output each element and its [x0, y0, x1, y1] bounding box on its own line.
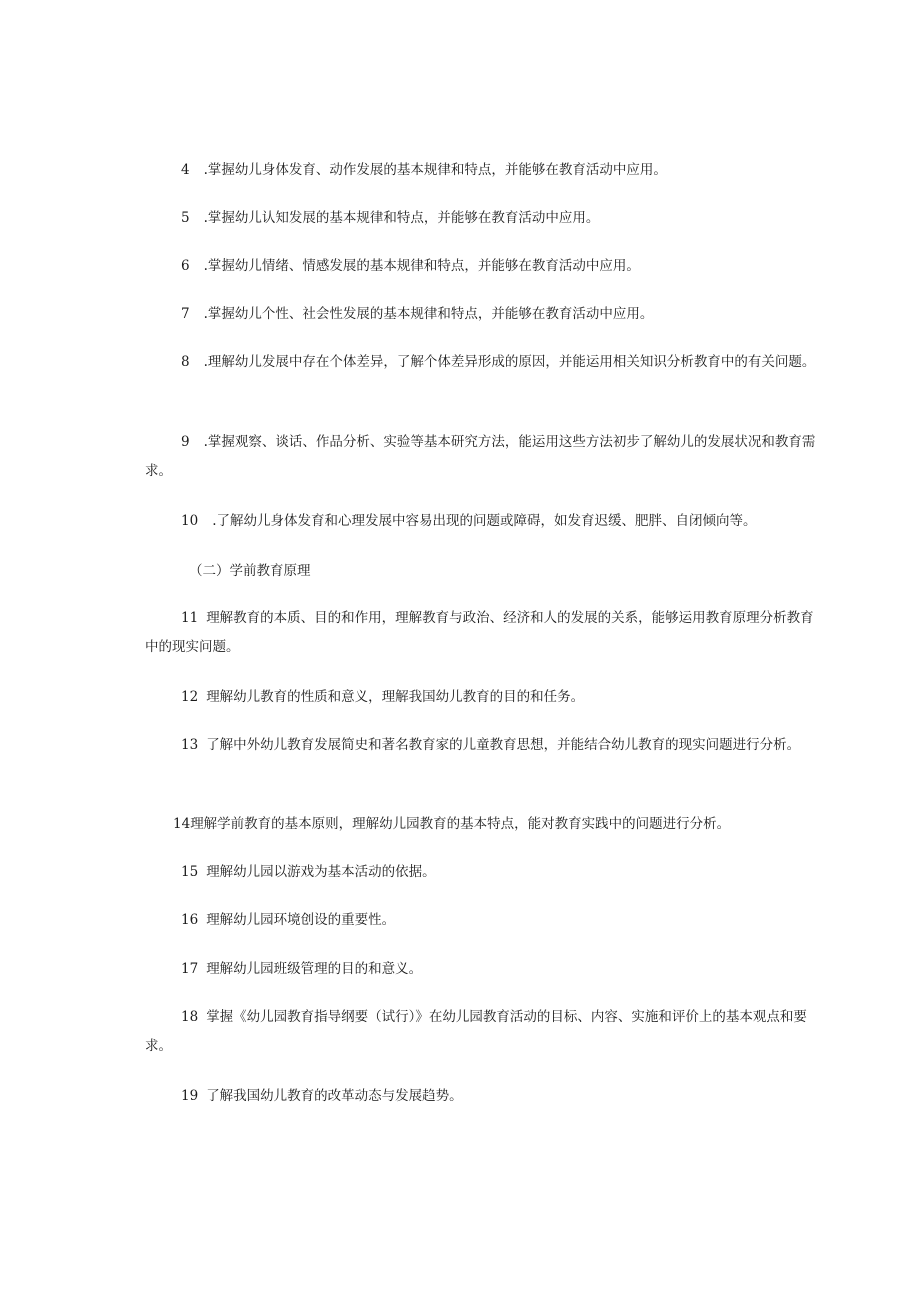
list-item	[145, 604, 825, 662]
item-number: 14	[173, 816, 191, 832]
item-number: 11	[181, 610, 199, 626]
item-text: 理解幼儿园环境创设的重要性。	[206, 912, 396, 928]
list-item	[145, 906, 825, 935]
item-number: 16	[181, 912, 199, 928]
item-number: 13	[181, 737, 199, 753]
list-item	[145, 683, 825, 712]
item-text: .掌握幼儿个性、社会性发展的基本规律和特点，并能够在教育活动中应用。	[203, 306, 654, 322]
list-item	[145, 348, 825, 377]
list-item	[145, 810, 825, 839]
item-text: 理解学前教育的基本原则，理解幼儿园教育的基本特点，能对教育实践中的问题进行分析。	[190, 816, 731, 832]
item-number: 6	[181, 258, 190, 274]
item-text: .理解幼儿发展中存在个体差异，了解个体差异形成的原因，并能运用相关知识分析教育中的有关问题。	[203, 354, 816, 370]
list-item	[145, 1082, 825, 1111]
list-item	[145, 731, 825, 760]
list-item	[145, 858, 825, 887]
item-number: 5	[181, 210, 190, 226]
item-text: .掌握幼儿情绪、情感发展的基本规律和特点，并能够在教育活动中应用。	[203, 258, 640, 274]
item-text: .掌握幼儿认知发展的基本规律和特点，并能够在教育活动中应用。	[203, 210, 600, 226]
item-text: 了解我国幼儿教育的改革动态与发展趋势。	[206, 1088, 463, 1104]
item-text: 理解幼儿教育的性质和意义，理解我国幼儿教育的目的和任务。	[206, 689, 585, 705]
item-number: 10	[181, 513, 199, 529]
item-text: .掌握幼儿身体发育、动作发展的基本规律和特点，并能够在教育活动中应用。	[203, 162, 667, 178]
item-number: 4	[181, 162, 190, 178]
item-text: 理解教育的本质、目的和作用，理解教育与政治、经济和人的发展的关系，能够运用教育原理分析教育中的现实问题。	[145, 610, 814, 655]
item-number: 9	[181, 434, 190, 450]
item-number: 12	[181, 689, 199, 705]
item-text: 理解幼儿园班级管理的目的和意义。	[206, 961, 423, 977]
item-number: 18	[181, 1009, 199, 1025]
item-number: 19	[181, 1088, 199, 1104]
list-item	[145, 252, 825, 281]
list-item	[145, 204, 825, 233]
item-text: .掌握观察、谈话、作品分析、实验等基本研究方法，能运用这些方法初步了解幼儿的发展状况和教育需求。	[145, 434, 816, 479]
list-item	[145, 955, 825, 984]
item-text: 了解中外幼儿教育发展简史和著名教育家的儿童教育思想，并能结合幼儿教育的现实问题进行分析。	[206, 737, 801, 753]
item-number: 15	[181, 864, 199, 880]
item-text: 理解幼儿园以游戏为基本活动的依据。	[206, 864, 436, 880]
item-number: 17	[181, 961, 199, 977]
item-number: 7	[181, 306, 190, 322]
item-text: .了解幼儿身体发育和心理发展中容易出现的问题或障碍，如发育迟缓、肥胖、自闭倾向等。	[212, 513, 757, 529]
list-item	[145, 156, 825, 185]
list-item	[145, 428, 825, 486]
list-item	[145, 1003, 825, 1061]
list-item	[145, 300, 825, 329]
list-item	[145, 507, 825, 536]
item-text: 掌握《幼儿园教育指导纲要（试行）》在幼儿园教育活动的目标、内容、实施和评价上的基本观点和要求。	[145, 1009, 807, 1054]
item-number: 8	[181, 354, 190, 370]
section-heading: （二）学前教育原理	[189, 563, 311, 579]
